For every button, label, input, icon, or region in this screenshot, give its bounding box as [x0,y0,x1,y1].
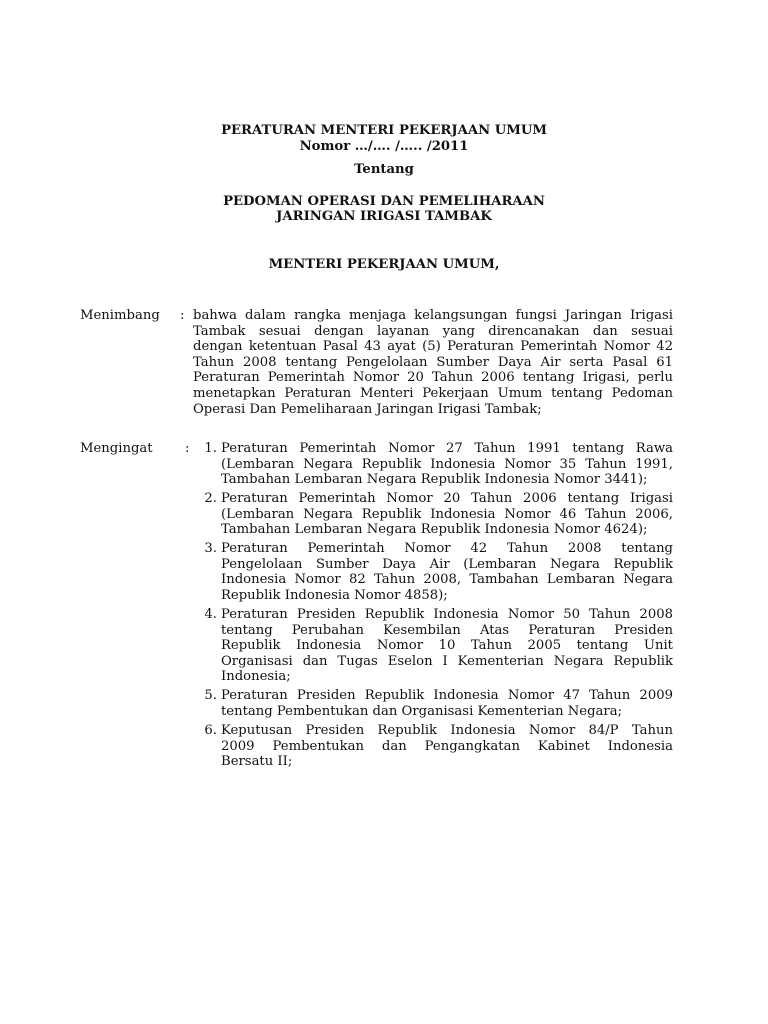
menimbang-label: Menimbang [80,308,160,323]
text-line: Pengelolaan Sumber Daya Air (Lembaran Negara Republik [221,556,673,572]
menimbang-colon: : [180,308,185,323]
item-number: 1. [204,441,217,456]
regulation-number: Nomor …/…. /….. /2011 [299,139,469,154]
regulation-title: PERATURAN MENTERI PEKERJAAN UMUM [221,123,547,138]
text-line: Tambak sesuai dengan layanan yang direncanakan dan sesuai [193,323,673,339]
subject-line-1: PEDOMAN OPERASI DAN PEMELIHARAAN [223,194,545,209]
text-line: Organisasi dan Tugas Eselon I Kementerian Negara Republik [221,653,673,669]
item-text [221,723,673,770]
text-line: Bersatu II; [221,754,293,770]
text-line: Keputusan Presiden Republik Indonesia Nomor 84/P Tahun [221,723,673,738]
tentang-heading: Tentang [354,162,414,177]
item-text [221,491,673,538]
text-line: menetapkan Peraturan Menteri Pekerjaan Umum tentang Pedoman [193,385,673,401]
minister-heading: MENTERI PEKERJAAN UMUM, [268,257,500,272]
text-line: dengan ketentuan Pasal 43 ayat (5) Peraturan Pemerintah Nomor 42 [193,339,673,355]
text-line: Peraturan Pemerintah Nomor 20 Tahun 2006 tentang Irigasi, perlu [193,370,673,386]
text-line: (Lembaran Negara Republik Indonesia Nomor 46 Tahun 2006, [221,506,673,522]
mengingat-colon: : [185,441,190,456]
item-number: 2. [204,491,217,506]
text-line: tentang Pembentukan dan Organisasi Kementerian Negara; [221,703,623,719]
item-text [221,441,673,488]
text-line: Peraturan Presiden Republik Indonesia Nomor 50 Tahun 2008 [221,607,673,622]
item-text [221,607,673,685]
text-line: 2009 Pembentukan dan Pengangkatan Kabinet Indonesia [221,738,673,754]
text-line: Peraturan Presiden Republik Indonesia Nomor 47 Tahun 2009 [221,688,673,703]
text-line: Indonesia; [221,669,291,685]
text-line: Peraturan Pemerintah Nomor 20 Tahun 2006 tentang Irigasi [221,491,673,506]
item-text [221,541,673,603]
text-line: tentang Perubahan Kesembilan Atas Peraturan Presiden [221,622,673,638]
subject-line-2: JARINGAN IRIGASI TAMBAK [276,209,492,224]
text-line: Indonesia Nomor 82 Tahun 2008, Tambahan Lembaran Negara [221,572,673,588]
menimbang-text [193,308,673,417]
mengingat-label: Mengingat [80,441,153,456]
text-line: Republik Indonesia Nomor 10 Tahun 2005 tentang Unit [221,638,673,654]
text-line: Peraturan Pemerintah Nomor 42 Tahun 2008 tentang [221,541,673,556]
text-line: bahwa dalam rangka menjaga kelangsungan fungsi Jaringan Irigasi [193,308,673,323]
text-line: Tahun 2008 tentang Pengelolaan Sumber Daya Air serta Pasal 61 [193,354,673,370]
text-line: (Lembaran Negara Republik Indonesia Nomor 35 Tahun 1991, [221,456,673,472]
item-number: 4. [204,607,217,622]
text-line: Republik Indonesia Nomor 4858); [221,587,448,603]
text-line: Tambahan Lembaran Negara Republik Indonesia Nomor 3441); [221,472,648,488]
item-number: 5. [204,688,217,703]
text-line: Peraturan Pemerintah Nomor 27 Tahun 1991 tentang Rawa [221,441,673,456]
text-line: Operasi Dan Pemeliharaan Jaringan Irigasi Tambak; [193,401,542,417]
item-number: 3. [204,541,217,556]
item-number: 6. [204,723,217,738]
text-line: Tambahan Lembaran Negara Republik Indonesia Nomor 4624); [221,522,648,538]
item-text [221,688,673,719]
